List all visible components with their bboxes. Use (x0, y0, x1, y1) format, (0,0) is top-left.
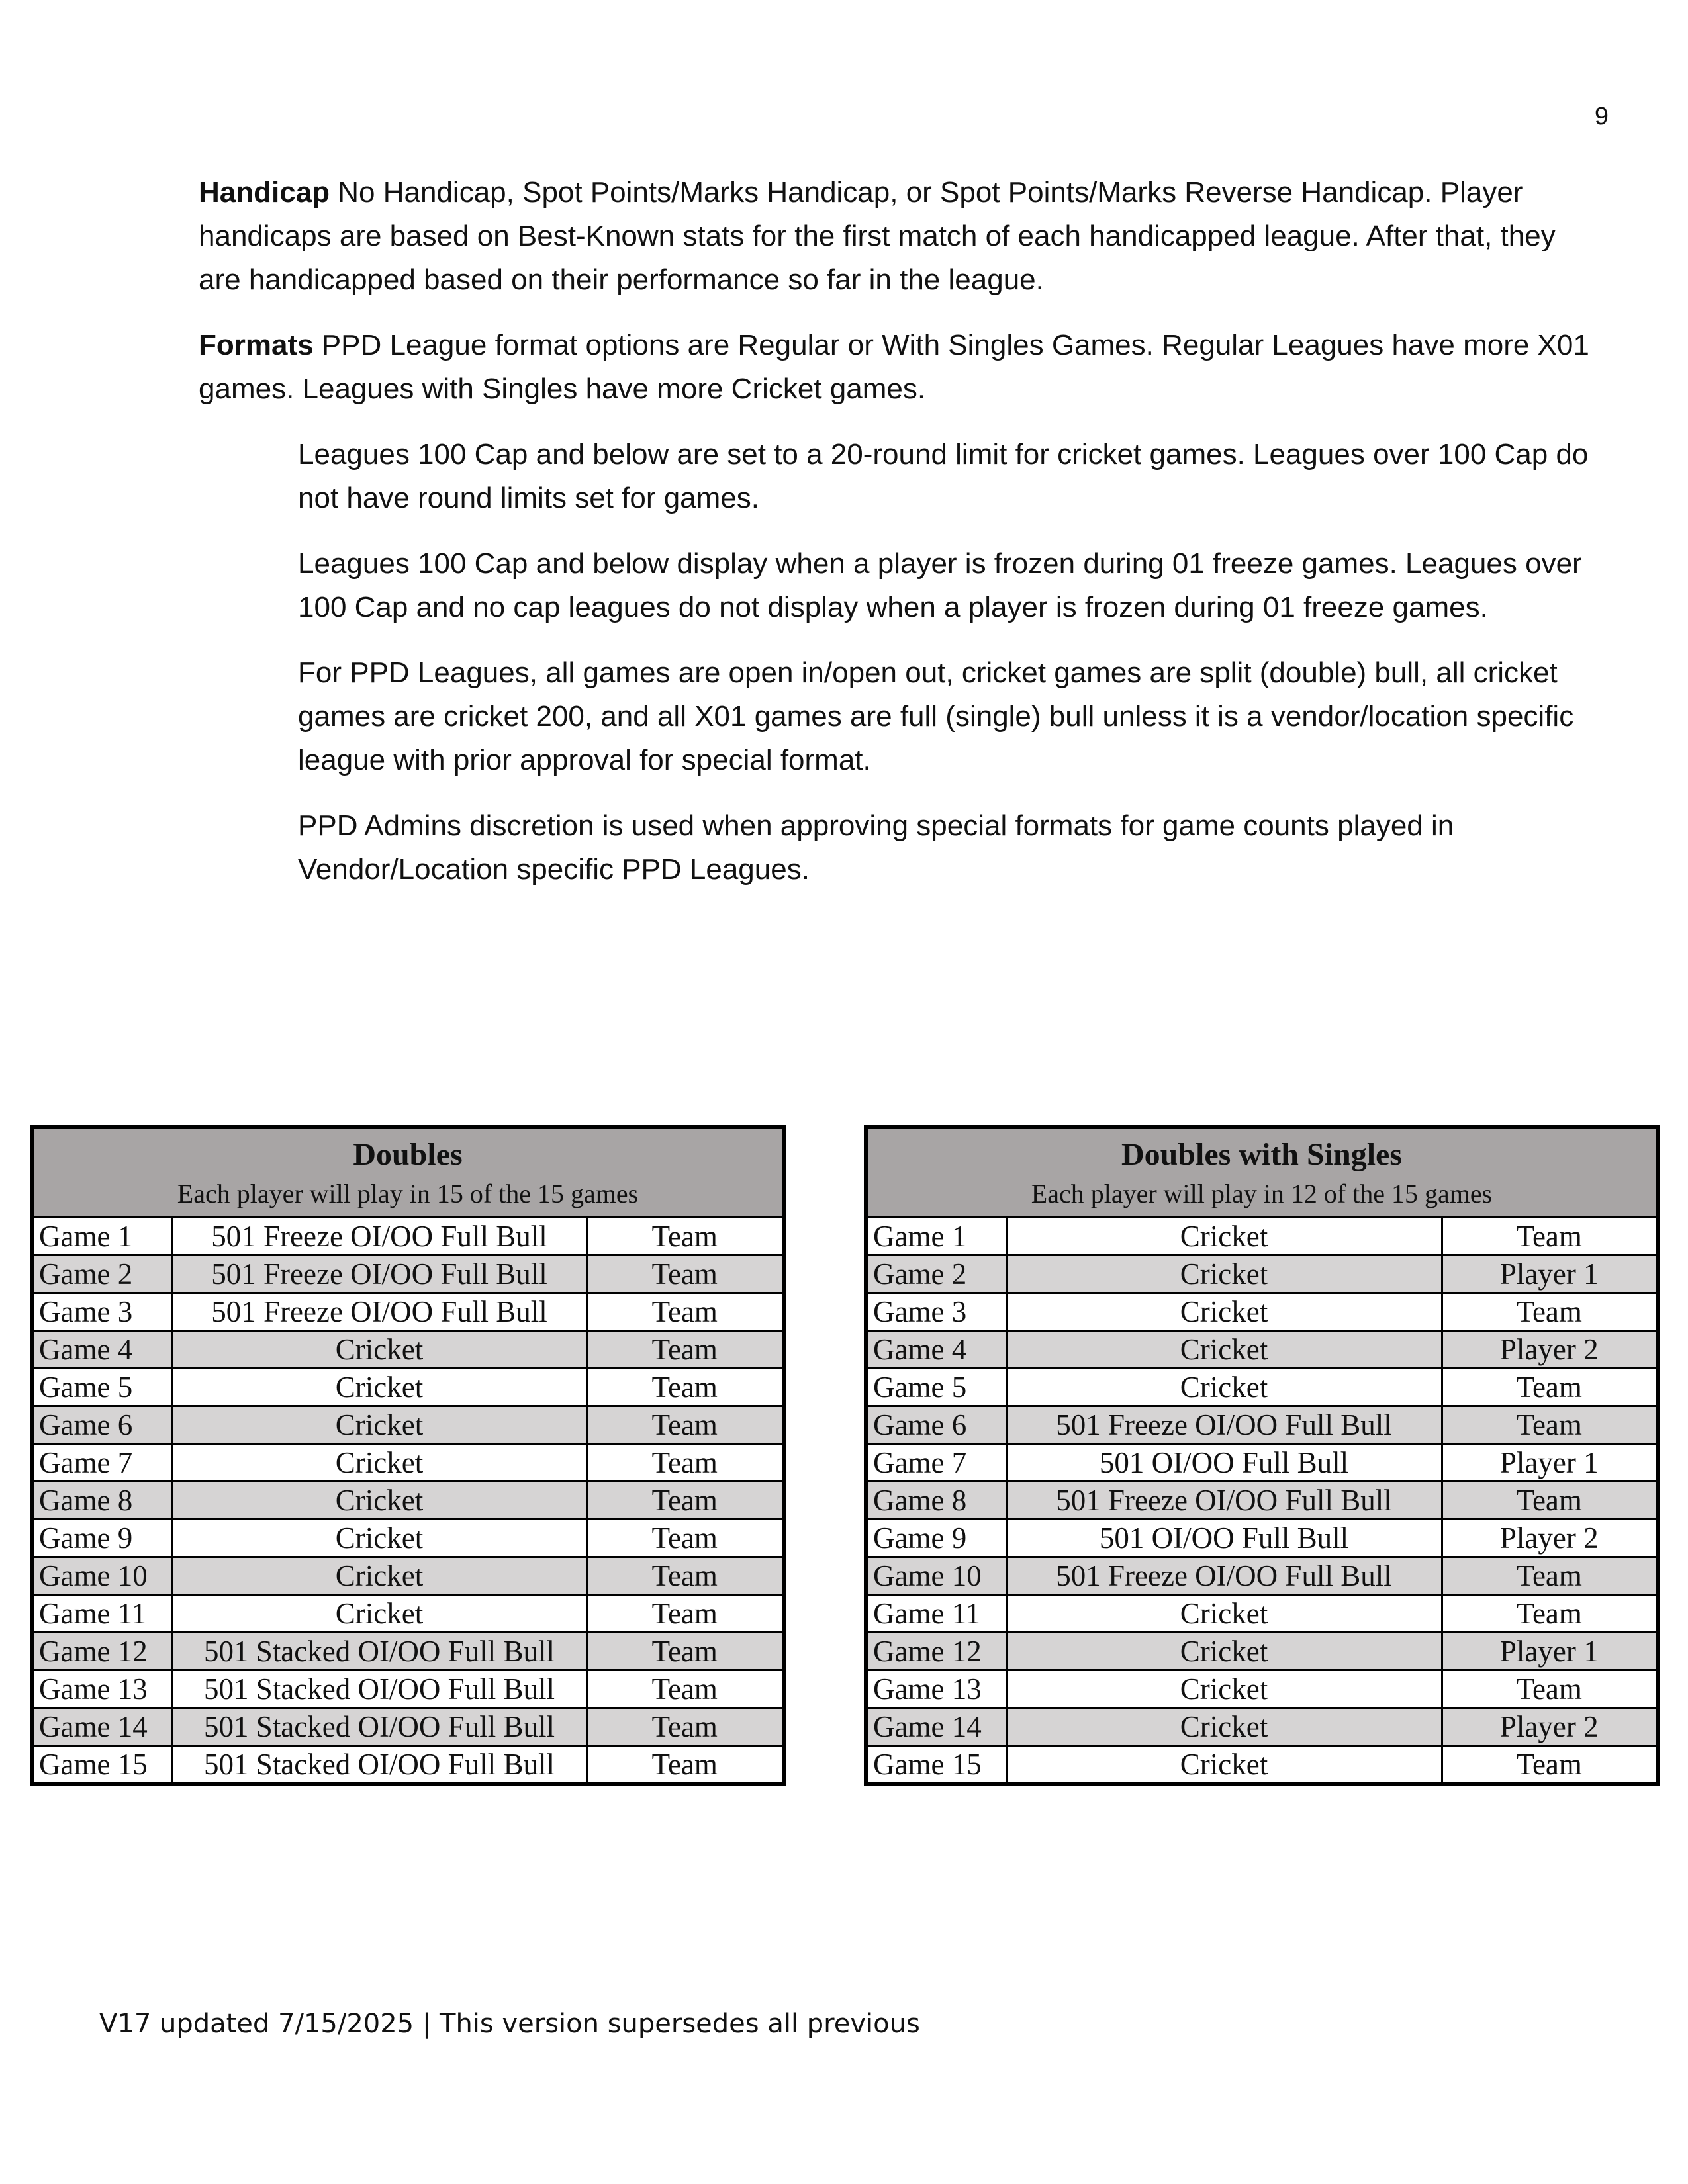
game-type-cell: Cricket (172, 1331, 586, 1369)
game-player-cell: Team (586, 1255, 784, 1293)
game-player-cell: Team (586, 1595, 784, 1633)
game-type-cell: 501 Stacked OI/OO Full Bull (172, 1633, 586, 1670)
game-player-cell: Team (586, 1633, 784, 1670)
doubles-with-singles-table-header (866, 1127, 1658, 1218)
table-row (866, 1557, 1658, 1595)
game-type-cell: Cricket (1006, 1255, 1442, 1293)
table-row (866, 1520, 1658, 1557)
game-player-cell: Team (586, 1444, 784, 1482)
game-type-cell: Cricket (172, 1520, 586, 1557)
table-row (32, 1369, 784, 1406)
table-row (32, 1218, 784, 1255)
game-number-cell: Game 11 (866, 1595, 1006, 1633)
game-player-cell: Team (586, 1482, 784, 1520)
game-type-cell: Cricket (1006, 1746, 1442, 1785)
admins-paragraph: PPD Admins discretion is used when approving special formats for game counts played in Vendor/Location specific PPD Leagues. (298, 809, 1454, 886)
game-player-cell: Team (586, 1746, 784, 1785)
game-type-cell: 501 Freeze OI/OO Full Bull (172, 1218, 586, 1255)
game-type-cell: Cricket (1006, 1708, 1442, 1746)
table-title: Doubles (353, 1137, 463, 1172)
game-type-cell: 501 Freeze OI/OO Full Bull (1006, 1557, 1442, 1595)
game-type-cell: 501 Stacked OI/OO Full Bull (172, 1708, 586, 1746)
game-type-cell: Cricket (1006, 1293, 1442, 1331)
table-row (32, 1520, 784, 1557)
table-row (866, 1406, 1658, 1444)
game-type-cell: Cricket (172, 1406, 586, 1444)
game-player-cell: Team (586, 1331, 784, 1369)
game-type-cell: 501 Freeze OI/OO Full Bull (172, 1255, 586, 1293)
game-player-cell: Team (586, 1520, 784, 1557)
doubles-with-singles-table (864, 1125, 1660, 1786)
game-number-cell: Game 10 (32, 1557, 172, 1595)
table-row (32, 1482, 784, 1520)
game-number-cell: Game 12 (32, 1633, 172, 1670)
game-number-cell: Game 4 (32, 1331, 172, 1369)
game-type-cell: Cricket (172, 1444, 586, 1482)
table-subtitle: Each player will play in 15 of the 15 games (177, 1179, 639, 1208)
game-type-cell: Cricket (172, 1557, 586, 1595)
game-player-cell: Team (1442, 1595, 1658, 1633)
handicap-paragraph (199, 171, 1595, 302)
game-player-cell: Team (586, 1293, 784, 1331)
table-row (866, 1482, 1658, 1520)
table-row (32, 1444, 784, 1482)
game-player-cell: Team (1442, 1293, 1658, 1331)
game-type-cell: Cricket (172, 1595, 586, 1633)
table-row (866, 1331, 1658, 1369)
game-player-cell: Team (586, 1670, 784, 1708)
game-number-cell: Game 1 (866, 1218, 1006, 1255)
game-number-cell: Game 15 (866, 1746, 1006, 1785)
game-player-cell: Player 2 (1442, 1708, 1658, 1746)
game-number-cell: Game 7 (32, 1444, 172, 1482)
game-type-cell: Cricket (1006, 1670, 1442, 1708)
game-player-cell: Team (586, 1369, 784, 1406)
handicap-label: Handicap (199, 176, 330, 208)
doubles-table (30, 1125, 786, 1786)
game-player-cell: Player 2 (1442, 1520, 1658, 1557)
table-row (32, 1255, 784, 1293)
formats-paragraph (199, 324, 1595, 411)
game-number-cell: Game 7 (866, 1444, 1006, 1482)
table-row (866, 1293, 1658, 1331)
game-type-cell: Cricket (1006, 1331, 1442, 1369)
footer-version: V17 updated 7/15/2025 | This version supersedes all previous (99, 2009, 920, 2039)
game-type-cell: 501 Freeze OI/OO Full Bull (1006, 1406, 1442, 1444)
round-limits-paragraph: Leagues 100 Cap and below are set to a 20-round limit for cricket games. Leagues over 100 Cap do not have round limits set for games. (298, 438, 1589, 514)
table-row (32, 1633, 784, 1670)
doubles-table-body (32, 1218, 784, 1785)
game-number-cell: Game 9 (32, 1520, 172, 1557)
table-row (32, 1331, 784, 1369)
doubles-table-header (32, 1127, 784, 1218)
table-row (866, 1595, 1658, 1633)
game-number-cell: Game 3 (866, 1293, 1006, 1331)
game-number-cell: Game 6 (866, 1406, 1006, 1444)
game-number-cell: Game 3 (32, 1293, 172, 1331)
table-row (866, 1633, 1658, 1670)
ppd-rules-paragraph: For PPD Leagues, all games are open in/open out, cricket games are split (double) bull, all cricket games are cricket 200, and all X01 games are full (single) bull unless it is a vendor/location specific league with prior approval for special format. (298, 657, 1574, 776)
game-number-cell: Game 8 (866, 1482, 1006, 1520)
game-number-cell: Game 13 (32, 1670, 172, 1708)
game-player-cell: Team (586, 1218, 784, 1255)
game-type-cell: 501 OI/OO Full Bull (1006, 1444, 1442, 1482)
table-row (32, 1293, 784, 1331)
game-number-cell: Game 6 (32, 1406, 172, 1444)
game-number-cell: Game 12 (866, 1633, 1006, 1670)
handicap-text: No Handicap, Spot Points/Marks Handicap, or Spot Points/Marks Reverse Handicap. Player handicaps are based on Best-Known stats for the first match of each handicapped league. After that, they are handicapped based on their performance so far in the league. (199, 176, 1556, 296)
table-row (866, 1218, 1658, 1255)
game-player-cell: Player 1 (1442, 1633, 1658, 1670)
table-title: Doubles with Singles (1121, 1137, 1403, 1172)
game-type-cell: Cricket (1006, 1369, 1442, 1406)
game-player-cell: Team (1442, 1218, 1658, 1255)
game-player-cell: Team (1442, 1746, 1658, 1785)
game-player-cell: Team (1442, 1557, 1658, 1595)
game-number-cell: Game 9 (866, 1520, 1006, 1557)
table-row (32, 1708, 784, 1746)
game-number-cell: Game 13 (866, 1670, 1006, 1708)
freeze-display-paragraph: Leagues 100 Cap and below display when a player is frozen during 01 freeze games. Leagues over 100 Cap and no cap leagues do not display when a player is frozen during 01 freeze games. (298, 547, 1582, 623)
table-row (32, 1595, 784, 1633)
game-player-cell: Player 1 (1442, 1255, 1658, 1293)
table-row (866, 1444, 1658, 1482)
game-number-cell: Game 1 (32, 1218, 172, 1255)
game-player-cell: Team (586, 1708, 784, 1746)
game-player-cell: Player 2 (1442, 1331, 1658, 1369)
game-type-cell: 501 Stacked OI/OO Full Bull (172, 1670, 586, 1708)
table-row (32, 1746, 784, 1785)
game-number-cell: Game 15 (32, 1746, 172, 1785)
table-row (32, 1670, 784, 1708)
game-number-cell: Game 4 (866, 1331, 1006, 1369)
game-number-cell: Game 2 (866, 1255, 1006, 1293)
game-number-cell: Game 10 (866, 1557, 1006, 1595)
table-row (866, 1708, 1658, 1746)
game-number-cell: Game 14 (32, 1708, 172, 1746)
table-row (32, 1557, 784, 1595)
game-player-cell: Team (1442, 1670, 1658, 1708)
game-type-cell: Cricket (1006, 1218, 1442, 1255)
game-type-cell: 501 Freeze OI/OO Full Bull (172, 1293, 586, 1331)
page-number: 9 (1594, 103, 1609, 130)
game-number-cell: Game 14 (866, 1708, 1006, 1746)
game-type-cell: Cricket (1006, 1633, 1442, 1670)
table-subtitle: Each player will play in 12 of the 15 games (1031, 1179, 1493, 1208)
body-text (199, 171, 1595, 913)
game-player-cell: Player 1 (1442, 1444, 1658, 1482)
formats-text: PPD League format options are Regular or With Singles Games. Regular Leagues have more X01 games. Leagues with Singles have more Cricket games. (199, 329, 1589, 405)
game-number-cell: Game 2 (32, 1255, 172, 1293)
game-type-cell: Cricket (172, 1369, 586, 1406)
game-player-cell: Team (586, 1406, 784, 1444)
game-number-cell: Game 5 (32, 1369, 172, 1406)
game-type-cell: 501 OI/OO Full Bull (1006, 1520, 1442, 1557)
game-type-cell: 501 Stacked OI/OO Full Bull (172, 1746, 586, 1785)
game-player-cell: Team (1442, 1482, 1658, 1520)
table-row (866, 1670, 1658, 1708)
game-type-cell: 501 Freeze OI/OO Full Bull (1006, 1482, 1442, 1520)
game-player-cell: Team (1442, 1406, 1658, 1444)
game-number-cell: Game 8 (32, 1482, 172, 1520)
game-type-cell: Cricket (1006, 1595, 1442, 1633)
game-number-cell: Game 5 (866, 1369, 1006, 1406)
game-type-cell: Cricket (172, 1482, 586, 1520)
game-number-cell: Game 11 (32, 1595, 172, 1633)
table-row (866, 1369, 1658, 1406)
table-row (32, 1406, 784, 1444)
formats-label: Formats (199, 329, 314, 361)
doubles-with-singles-table-body (866, 1218, 1658, 1785)
table-row (866, 1255, 1658, 1293)
game-player-cell: Team (586, 1557, 784, 1595)
game-player-cell: Team (1442, 1369, 1658, 1406)
table-row (866, 1746, 1658, 1785)
